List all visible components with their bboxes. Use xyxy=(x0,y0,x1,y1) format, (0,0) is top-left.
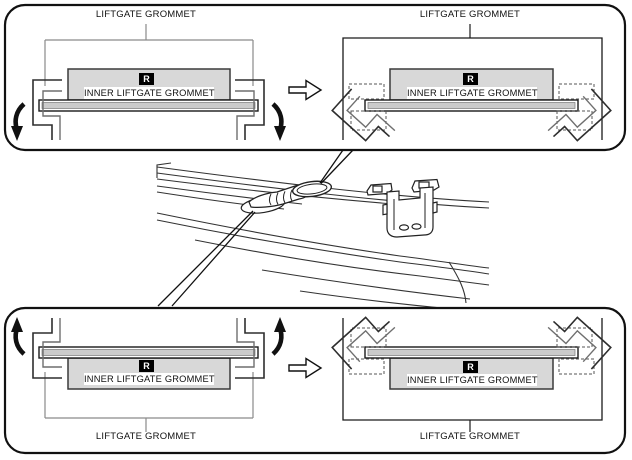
r-badge-top-before: R xyxy=(139,73,154,85)
liftgate-grommet-label-top-after: LIFTGATE GROMMET xyxy=(400,10,540,20)
leader-line-bottom xyxy=(158,211,255,306)
r-badge-bottom-after: R xyxy=(463,361,478,373)
leader-line-top xyxy=(320,150,353,184)
liftgate-grommet-label-bottom-after: LIFTGATE GROMMET xyxy=(400,432,540,442)
liftgate-grommet-label-bottom-before: LIFTGATE GROMMET xyxy=(76,432,216,442)
inner-liftgate-grommet-label-top-after: INNER LIFTGATE GROMMET xyxy=(407,88,538,98)
top-panel xyxy=(5,5,625,151)
inner-liftgate-grommet-label-bottom-after: INNER LIFTGATE GROMMET xyxy=(407,375,538,385)
inner-liftgate-grommet-label-bottom-before: INNER LIFTGATE GROMMET xyxy=(84,374,215,384)
liftgate-illustration xyxy=(157,163,489,309)
inner-liftgate-grommet-label-top-before: INNER LIFTGATE GROMMET xyxy=(84,88,215,98)
r-badge-top-after: R xyxy=(463,73,478,85)
liftgate-grommet-label-top-before: LIFTGATE GROMMET xyxy=(76,10,216,20)
r-badge-bottom-before: R xyxy=(139,360,154,372)
hinge-bracket xyxy=(367,180,439,238)
